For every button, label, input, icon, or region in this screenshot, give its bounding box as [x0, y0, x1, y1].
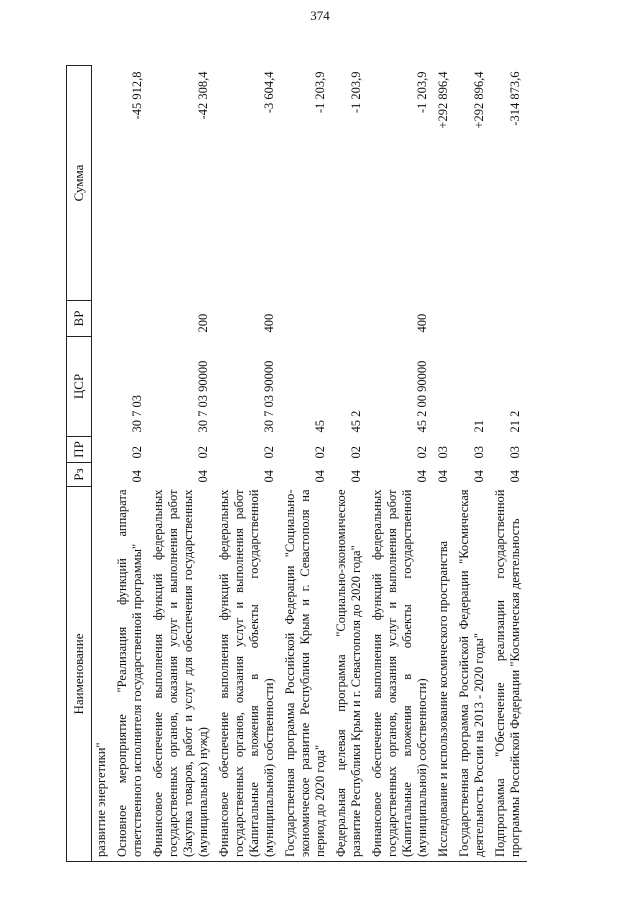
- cell-csr: 45: [313, 420, 327, 433]
- table-row: [215, 66, 281, 862]
- table-row: [368, 66, 434, 862]
- cell-csr: 30 7 03: [130, 395, 144, 433]
- cell-pr: 03: [436, 446, 450, 459]
- page-number: 374: [310, 8, 330, 23]
- cell-csr: 30 7 03 90000: [262, 360, 276, 433]
- cell-name: Финансовое обеспечение выполнения функций федеральных государственных органов, оказания услуг и выполнения работ (Капитальные вложения в объекты государственной (муниципальной) собственности): [368, 487, 434, 862]
- cell-pr: 02: [262, 446, 276, 459]
- table-row: [92, 66, 114, 862]
- header-name: Наименование: [67, 487, 92, 862]
- cell-rz: 04: [508, 470, 522, 483]
- cell-name: Государственная программа Российской Федерации "Социально-экономическое развитие Республики Крым и г. Севастополя на период до 2020 года": [281, 487, 332, 862]
- cell-vr: [281, 301, 332, 337]
- cell-sum: -314 873,6: [508, 71, 522, 126]
- cell-sum: -45 912,8: [130, 71, 144, 120]
- cell-name: Основное мероприятие "Реализация функций аппарата ответственного исполнителя государственной программы": [113, 487, 149, 862]
- cell-pr: 02: [313, 446, 327, 459]
- cell-pr: 03: [508, 446, 522, 459]
- cell-csr: 21 2: [508, 410, 522, 433]
- cell-sum: [92, 66, 114, 301]
- cell-csr: [434, 337, 455, 437]
- table-row: [491, 66, 527, 862]
- header-sum: Сумма: [67, 66, 92, 301]
- cell-pr: 02: [349, 446, 363, 459]
- cell-vr: [434, 301, 455, 337]
- table-row: [332, 66, 368, 862]
- cell-rz: 04: [313, 470, 327, 483]
- cell-name: Исследование и использование космического пространства: [434, 487, 455, 862]
- table-row: [113, 66, 149, 862]
- cell-csr: 45 2: [349, 410, 363, 433]
- header-rz: Рз: [67, 463, 92, 487]
- cell-vr: [455, 301, 491, 337]
- cell-rz: 04: [415, 470, 429, 483]
- cell-vr: 400: [415, 313, 429, 333]
- cell-sum: -1 203,9: [415, 71, 429, 114]
- cell-vr: [332, 301, 368, 337]
- cell-rz: [92, 463, 114, 487]
- cell-vr: 200: [196, 313, 210, 333]
- table-body: [92, 66, 528, 862]
- table-row: [281, 66, 332, 862]
- header-vr: ВР: [67, 301, 92, 337]
- cell-rz: 04: [349, 470, 363, 483]
- cell-pr: [92, 437, 114, 463]
- cell-name: Федеральная целевая программа "Социально-экономическое развитие Республики Крым и г. Севастополя до 2020 года": [332, 487, 368, 862]
- cell-sum: +292 896,4: [436, 71, 450, 129]
- cell-sum: -42 308,4: [196, 71, 210, 120]
- cell-name: Финансовое обеспечение выполнения функций федеральных государственных органов, оказания услуг и выполнения работ (Капитальные вложения в объекты государственной (муниципальной) собственности): [215, 487, 281, 862]
- cell-name: Подпрограмма "Обеспечение реализации государственной программы Российской Федерации "Космическая деятельность: [491, 487, 527, 862]
- cell-vr: [113, 301, 149, 337]
- budget-table: [66, 65, 527, 862]
- cell-name: развитие энергетики": [92, 487, 114, 862]
- cell-sum: +292 896,4: [472, 71, 486, 129]
- header-csr: ЦСР: [67, 337, 92, 437]
- table-header-row: [67, 66, 92, 862]
- cell-csr: 45 2 00 90000: [415, 360, 429, 433]
- cell-sum: -3 604,4: [262, 71, 276, 114]
- cell-sum: -1 203,9: [349, 71, 363, 114]
- cell-rz: 04: [130, 470, 144, 483]
- cell-pr: 02: [196, 446, 210, 459]
- cell-csr: 21: [472, 420, 486, 433]
- cell-pr: 02: [415, 446, 429, 459]
- cell-sum: -1 203,9: [313, 71, 327, 114]
- cell-rz: 04: [196, 470, 210, 483]
- cell-vr: 400: [262, 313, 276, 333]
- cell-csr: [92, 337, 114, 437]
- cell-rz: 04: [262, 470, 276, 483]
- cell-pr: 03: [472, 446, 486, 459]
- table-row: [434, 66, 455, 862]
- cell-vr: [92, 301, 114, 337]
- header-pr: ПР: [67, 437, 92, 463]
- table-row: [149, 66, 215, 862]
- cell-vr: [491, 301, 527, 337]
- cell-name: Государственная программа Российской Федерации "Космическая деятельность России на 2013 - 2020 годы": [455, 487, 491, 862]
- cell-pr: 02: [130, 446, 144, 459]
- cell-name: Финансовое обеспечение выполнения функций федеральных государственных органов, оказания услуг и выполнения работ (Закупка товаров, работ и услуг для обеспечения государственных (муниципальных) нужд): [149, 487, 215, 862]
- cell-csr: 30 7 03 90000: [196, 360, 210, 433]
- cell-rz: 04: [472, 470, 486, 483]
- table-row: [455, 66, 491, 862]
- rotated-table-container: [66, 66, 602, 862]
- cell-rz: 04: [436, 470, 450, 483]
